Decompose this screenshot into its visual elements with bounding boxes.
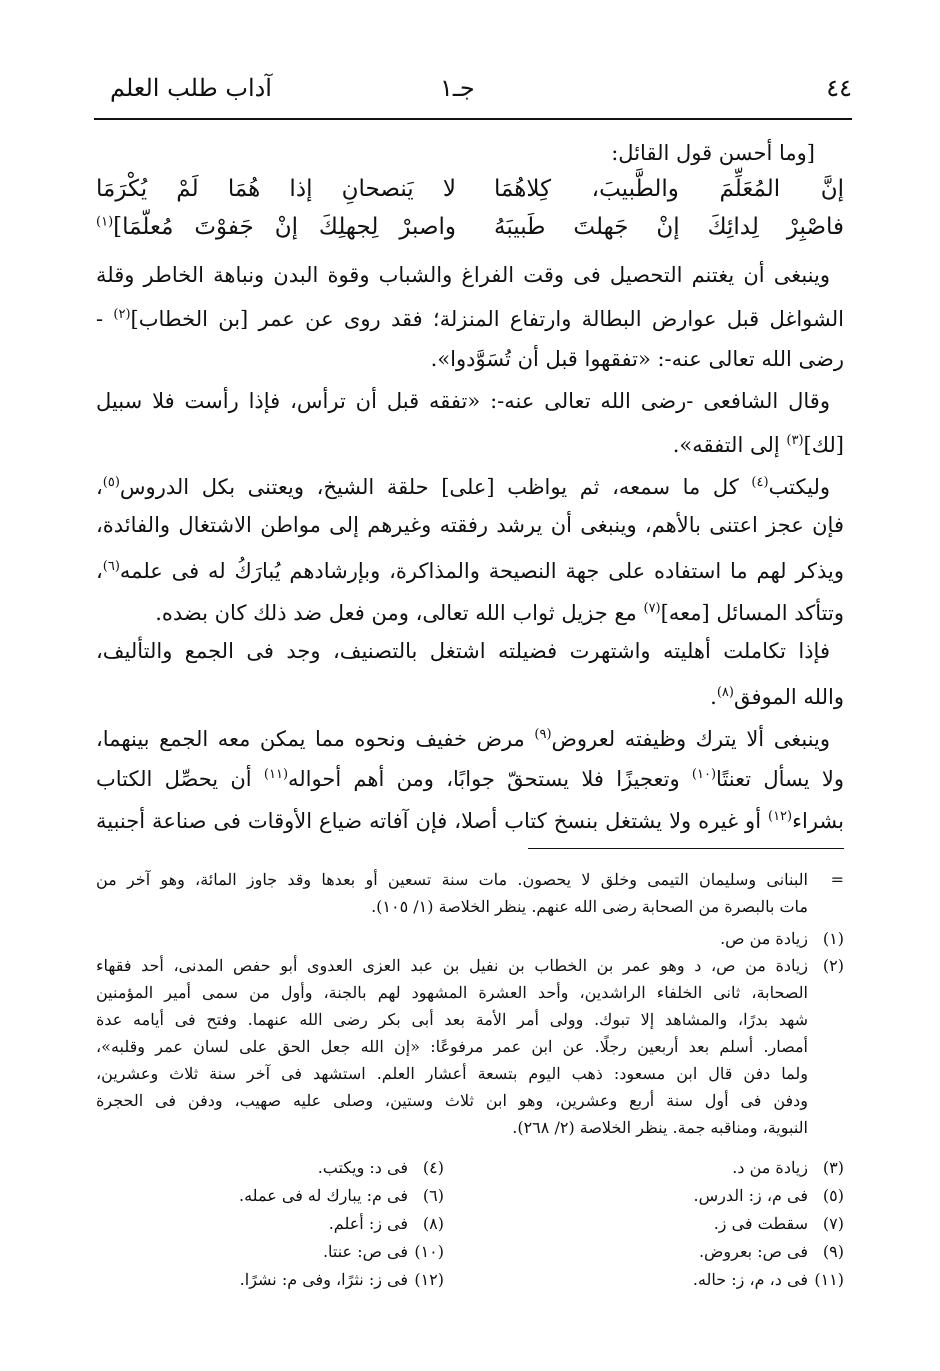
page-number: ٤٤ — [826, 74, 852, 102]
footnote-number: (٢) — [822, 956, 844, 975]
footnote-6 — [104, 1186, 444, 1205]
footnote-number: (٦) — [422, 1186, 444, 1205]
footnote-number: (٨) — [422, 1214, 444, 1233]
footnote-number: (١) — [822, 929, 844, 948]
footnote-4 — [104, 1158, 444, 1177]
footnote-text: فى ص: بعروض. — [698, 1242, 808, 1261]
footnote-line: النبوية، ومناقبه جمة. ينظر الخلاصة (٢/ ٢٦٨). — [512, 1118, 808, 1137]
footnote-ref-10: (١٠) — [691, 767, 717, 782]
footnote-number: (٥) — [822, 1186, 844, 1205]
body-line-13 — [96, 758, 844, 798]
footnote-7 — [464, 1214, 844, 1233]
footnote-text: فى د: ويكتب. — [317, 1158, 408, 1177]
footnote-line: ولما دفن قال ابن مسعود: ذهب اليوم بتسعة أعشار العلم. استشهد فى آخر سنة ثلاث وعشرين، — [96, 1064, 808, 1083]
body-line-3: رضى الله تعالى عنه-: «تفقهوا قبل أن تُسَوَّدوا». — [430, 347, 844, 371]
verse-1-second-hemistich: لا يَنصحانِ إذا هُمَا لَمْ يُكْرَمَا — [96, 176, 456, 202]
footnote-ref-7: (٧) — [643, 601, 661, 616]
footnote-text: سقطت فى ز. — [713, 1214, 808, 1233]
body-line-14 — [96, 800, 844, 840]
footnote-text: فى م: يبارك له فى عمله. — [239, 1186, 408, 1205]
footnote-line: البنانى وسليمان التيمى وخلق لا يحصون. مات سنة تسعين أو بعدها وقد جاوز المائة، وهو آخر من — [96, 870, 808, 889]
footnote-9 — [464, 1242, 844, 1261]
body-line-2 — [96, 298, 844, 338]
footnote-pair-row — [96, 1214, 844, 1242]
footnote-pair-row — [96, 1242, 844, 1270]
footnote-number: (٤) — [422, 1158, 444, 1177]
footnote-text: فى ز: أعلم. — [328, 1214, 408, 1233]
body-line-11 — [96, 676, 844, 716]
continuation-mark: = — [830, 870, 844, 889]
line-11-text: والله الموفق — [733, 685, 844, 709]
footnote-ref-9: (٩) — [534, 727, 552, 742]
footnote-line: مات بالبصرة من الصحابة رضى الله عنهم. ينظر الخلاصة (١/ ١٠٥). — [371, 897, 808, 916]
line-8-text: ويذكر لهم ما استفاده على جهة النصيحة والمذاكرة، وبإرشادهم يُبارَكُ له فى علمه — [119, 559, 844, 583]
footnote-separator — [528, 848, 844, 849]
line-5-tail: إلى التفقه». — [672, 433, 787, 457]
poem-verse-2 — [96, 214, 844, 258]
footnote-ref-4: (٤) — [751, 475, 769, 490]
poem-intro: [وما أحسن قول القائل: — [611, 141, 815, 165]
body-line-7: فإن عجز اعتنى بالأهم، وينبغى أن يرشد رفقته وغيرهم إلى مواطن الاشتغال والفائدة، — [96, 513, 844, 537]
footnote-1 — [96, 925, 844, 952]
footnote-ref-3: (٣) — [786, 433, 804, 448]
body-line-1: وينبغى أن يغتنم التحصيل فى وقت الفراغ والشباب وقوة البدن ونباهة الخاطر وقلة — [96, 263, 830, 287]
footnote-number: (٣) — [822, 1158, 844, 1177]
footnote-line: الصحابة، ثانى الخلفاء الراشدين، وأحد العشرة المشهود لهم بالجنة، وأول من سمى أمير المؤمنين — [96, 983, 808, 1002]
footnote-ref-12: (١٢) — [768, 809, 793, 824]
footnote-text: فى ص: عنتا. — [322, 1242, 408, 1261]
line-13-tail: أن يحصِّل الكتاب — [96, 767, 264, 791]
footnote-number: (٩) — [822, 1242, 844, 1261]
header-rule — [94, 118, 852, 120]
verse-2-first-hemistich: فاصْبِرْ لِدائِكَ إنْ جَهلتَ طَبيبَهُ — [494, 214, 844, 240]
body-line-10: فإذا تكاملت أهليته واشتهرت فضيلته اشتغل بالتصنيف، وجد فى الجمع والتأليف، — [96, 639, 830, 663]
footnote-pair-row — [96, 1270, 844, 1298]
footnote-ref-1: (١) — [96, 214, 114, 230]
footnote-pair-row — [96, 1186, 844, 1214]
footnote-text: فى ز: نثرًا، وفى م: نشرًا. — [239, 1270, 408, 1289]
footnote-number: (٧) — [822, 1214, 844, 1233]
footnote-line: ودفن فى أول سنة أربع وعشرين، وهو ابن ثلاث وستين، وصلى عليه صهيب، ودفن فى الحجرة — [96, 1091, 808, 1110]
footnote-number: (١١) — [814, 1270, 844, 1289]
line-13-mid: وتعجيزًا فلا يستحقّ جوابًا، ومن أهم أحواله — [288, 767, 692, 791]
line-9-tail: مع جزيل ثواب الله تعالى، ومن فعل ضد ذلك كان بضده. — [155, 601, 644, 625]
footnote-ref-5: (٥) — [102, 475, 120, 490]
verse-2-second-hemistich — [96, 214, 456, 240]
footnote-text: زيادة من ص. — [720, 929, 808, 948]
line-14-text: بشراء — [792, 809, 844, 833]
footnote-line: شهد بدرًا، والمشاهد إلا تبوك. وولى أمر الأمة بعد أبى بكر رضى الله عنهما. وفتح فى أيامه عدة — [96, 1010, 808, 1029]
footnote-ref-11: (١١) — [263, 767, 289, 782]
body-line-4: وقال الشافعى -رضى الله تعالى عنه-: «تفقه قبل أن ترأس، فإذا رأست فلا سبيل — [96, 389, 830, 413]
footnote-pair-row — [96, 1158, 844, 1186]
footnote-11 — [464, 1270, 844, 1289]
body-line-6 — [96, 466, 830, 506]
line-6-tail: ، — [96, 475, 103, 499]
line-13-text: ولا يسأل تعنتًا — [716, 767, 844, 791]
body-line-8 — [96, 550, 844, 590]
footnote-line: زيادة من ص، د وهو عمر بن الخطاب بن نفيل بن عبد العزى العدوى أبو حفص المدنى، أحد فقهاء — [96, 956, 808, 975]
footnote-5 — [464, 1186, 844, 1205]
footnote-text: فى م، ز: الدرس. — [693, 1186, 808, 1205]
footnote-8 — [104, 1214, 444, 1233]
line-5-text: [لك] — [803, 433, 844, 457]
footnote-number: (١٢) — [414, 1270, 444, 1289]
footnote-3 — [464, 1158, 844, 1177]
verse-1-first-hemistich: إنَّ المُعَلِّمَ والطَّبيبَ، كِلاهُمَا — [494, 176, 844, 202]
body-line-9 — [96, 592, 844, 632]
line-12-text: وينبغى ألا يترك وظيفته لعروض — [551, 727, 830, 751]
line-2-tail: - — [96, 307, 114, 331]
footnote-ref-8: (٨) — [716, 685, 734, 700]
footnote-text: فى د، م، ز: حاله. — [692, 1270, 808, 1289]
line-8-tail: ، — [96, 559, 103, 583]
footnote-ref-2: (٢) — [113, 307, 131, 322]
footnote-continuation — [96, 866, 844, 920]
line-14-tail: أو غيره ولا يشتغل بنسخ كتاب أصلا، فإن آفاته ضياع الأوقات فى صناعة أجنبية — [96, 809, 768, 833]
footnote-number: (١٠) — [414, 1242, 444, 1261]
line-12-tail: مرض خفيف ونحوه مما يمكن معه الجمع بينهما، — [96, 727, 535, 751]
line-9-text: وتتأكد المسائل [معه] — [660, 601, 844, 625]
line-2-text: الشواغل قبل عوارض البطالة وارتفاع المنزلة؛ فقد روى عن عمر [بن الخطاب] — [130, 307, 844, 331]
footnote-line: أمصار. أسلم بعد أربعين رجلًا. عن ابن عمر مرفوعًا: «إن الله جعل الحق على لسان عمر وقلبه»، — [96, 1037, 808, 1056]
verse-2-text: واصبرْ لِجهلِكَ إنْ جَفوْتَ مُعلّمَا] — [113, 214, 456, 240]
body-line-5 — [96, 424, 844, 464]
footnote-2 — [96, 952, 844, 1141]
footnote-10 — [104, 1242, 444, 1261]
line-6-text: وليكتب — [768, 475, 830, 499]
line-11-tail: . — [710, 685, 717, 709]
running-title: آداب طلب العلم — [110, 74, 272, 102]
line-6-mid: كل ما سمعه، ثم يواظب [على] حلقة الشيخ، ويعتنى بكل الدروس — [119, 475, 752, 499]
footnote-text: زيادة من د. — [732, 1158, 808, 1177]
footnote-12 — [104, 1270, 444, 1289]
volume-label: جـ١ — [440, 74, 475, 102]
footnote-ref-6: (٦) — [102, 559, 120, 574]
body-line-12 — [96, 718, 830, 758]
